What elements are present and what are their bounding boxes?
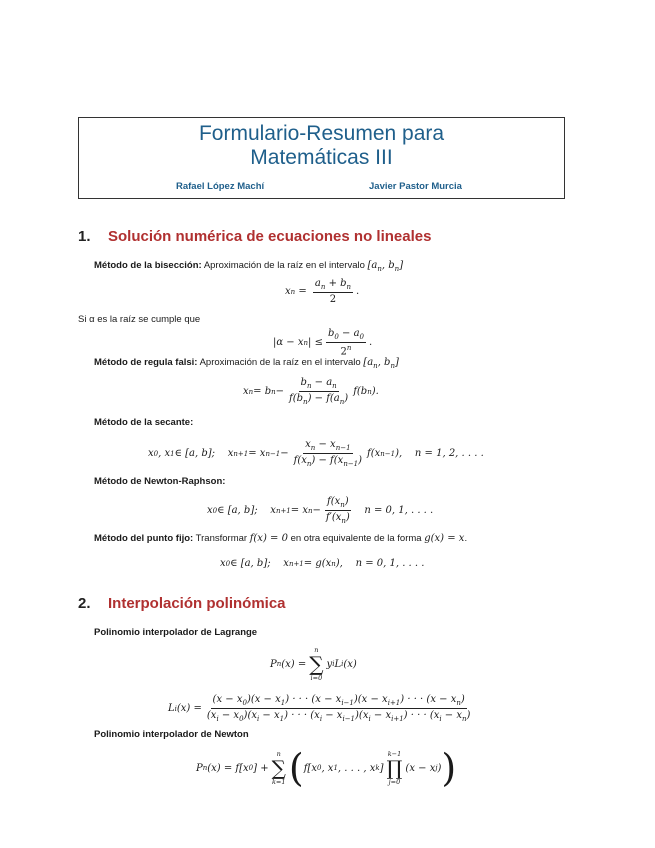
newton-raphson-label: Método de Newton-Raphson: [94, 476, 226, 487]
section-1-heading [78, 228, 431, 245]
section-1-number: 1. [78, 228, 91, 245]
secante-label: Método de la secante: [94, 417, 194, 428]
section-2-number: 2. [78, 595, 91, 612]
section-1-title: Solución numérica de ecuaciones no lineales [108, 228, 432, 245]
biseccion-paragraph: Método de la bisección: Aproximación de la raíz en el intervalo [$a_n$, $b_n$] [94, 260, 404, 273]
punto-fijo-paragraph: Método del punto fijo: Transformar f(x) = 0 en otra equivalente de la forma g(x) = x. [94, 533, 468, 544]
regula-falsi-paragraph: Método de regula falsi: Aproximación de la raíz en el intervalo [$a_n$, $b_n$] [94, 357, 399, 370]
author-2: Javier Pastor Murcia [369, 181, 462, 192]
newton-interp-label: Polinomio interpolador de Newton [94, 729, 249, 740]
regula-falsi-text: Aproximación de la raíz en el intervalo [199, 357, 361, 368]
lagrange-label: Polinomio interpolador de Lagrange [94, 627, 258, 638]
newton-polynomial-formula: P n (x) = f[x 0 ] + n ∑ k=1 ( f[x 0 , x 1 , . . . , x k ] k−1 ∏ j=0 (x − x j ) ) [196, 746, 457, 790]
punto-fijo-formula: x 0 ∈ [a, b]; x n+1 = g(x n ), n = 0, 1, . . . . [220, 558, 425, 569]
newton-raphson-formula: x 0 ∈ [a, b]; x n+1 = x n − $\frac{f(x_n)}{f'(x_n)}$ n = 0, 1, . . . . [207, 496, 434, 525]
author-1: Rafael López Machí [176, 181, 265, 192]
si-alpha-text: Si α es la raíz se cumple que [78, 314, 201, 325]
biseccion-text: Aproximación de la raíz en el intervalo [203, 260, 365, 271]
punto-fijo-text-a: Transformar [195, 533, 248, 544]
punto-fijo-label: Método del punto fijo: [94, 533, 194, 544]
section-2-heading [78, 595, 286, 612]
title-box [78, 117, 565, 199]
document-title-line2: Matemáticas III [250, 146, 393, 169]
section-2-title: Interpolación polinómica [108, 595, 286, 612]
punto-fijo-text-b: en otra equivalente de la forma [290, 533, 422, 544]
biseccion-error-bound: |α − x n | ≤ $\frac{b_0 - a_0}{2^n}$ . [273, 328, 373, 358]
document-title-line1: Formulario-Resumen para [198, 122, 445, 145]
regula-falsi-formula: x n = b n − $\frac{b_n - a_n}{f(b_n) - f(a_n)}$ f(b n ). [243, 377, 379, 406]
lagrange-polynomial-formula: P n (x) = n ∑ i=0 y i L i (x) [270, 646, 357, 682]
regula-falsi-label: Método de regula falsi: [94, 357, 198, 368]
biseccion-label: Método de la bisección: [94, 260, 202, 271]
secante-formula: x 0 , x 1 ∈ [a, b]; x n+1 = x n−1 − $\frac{x_n - x_{n-1}}{f(x_n) - f(x_{n-1})}$ f(x n−1 ), n = 1, 2, . . . . [148, 439, 484, 468]
lagrange-basis-formula: L i (x) = $(x - x_0)(x - x_1)$ · · · $(x - x_{i-1})(x - x_{i+1})$ · · · $(x - x_n)$ $(x_i - x_0)(x_i - x_1)$ · · · $(x_i - x_{i-1})(x_i - x_{i+1})$ · · · $(x_i - x_n)$ [168, 694, 471, 723]
biseccion-formula: x n = $\frac{a_n + b_n}{2}$ . [285, 278, 360, 305]
